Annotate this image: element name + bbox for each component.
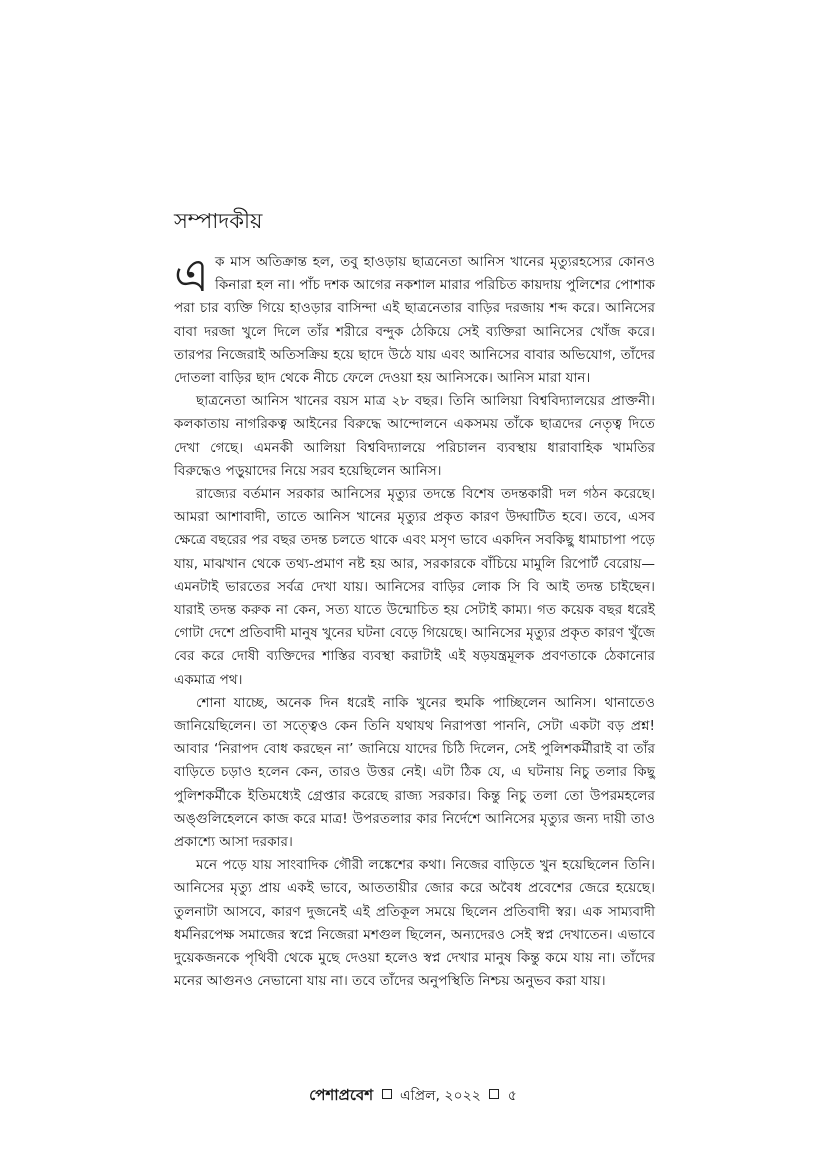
separator-box-icon	[489, 1089, 499, 1099]
section-heading: সম্পাদকীয়	[174, 209, 263, 233]
article-paragraph-4: শোনা যাচ্ছে, অনেক দিন ধরেই নাকি খুনের হুমকি পাচ্ছিলেন আনিস। থানাতেও জানিয়েছিলেন। তা সত্ত্বেও কেন তিনি যথাযথ নিরাপত্তা পাননি, সেটা একটা বড় প্রশ্ন! আবার ‘নিরাপদ বোধ করছেন না’ জানিয়ে যাদের চিঠি দিলেন, সেই পুলিশকর্মীরাই বা তাঁর বাড়িতে চড়াও হলেন কেন, তারও উত্তর নেই। এটা ঠিক যে, এ ঘটনায় নিচু তলার কিছু পুলিশকর্মীকে ইতিমধ্যেই গ্রেপ্তার করেছে রাজ্য সরকার। কিন্তু নিচু তলা তো উপরমহলের অঙ্গুলিহেলনে কাজ করে মাত্র! উপরতলার কার নির্দেশে আনিসের মৃত্যুর জন্য দায়ী তাও প্রকাশ্যে আসা দরকার।	[174, 694, 655, 851]
page-footer	[0, 1084, 826, 1107]
article-paragraph-2: ছাত্রনেতা আনিস খানের বয়স মাত্র ২৮ বছর। তিনি আলিয়া বিশ্ববিদ্যালয়ের প্রাক্তনী। কলকাতায় নাগরিকত্ব আইনের বিরুদ্ধে আন্দোলনে একসময় তাঁকে ছাত্রদের নেতৃত্ব দিতে দেখা গেছে। এমনকী আলিয়া বিশ্ববিদ্যালয়ে পরিচালন ব্যবস্থায় ধারাবাহিক খামতির বিরুদ্ধেও পড়ুয়াদের নিয়ে সরব হয়েছিলেন আনিস।	[174, 393, 655, 479]
page-number: ৫	[507, 1088, 517, 1104]
drop-cap: এ	[174, 248, 209, 302]
article-paragraph-5: মনে পড়ে যায় সাংবাদিক গৌরী লঙ্কেশের কথা। নিজের বাড়িতে খুন হয়েছিলেন তিনি। আনিসের মৃত্যু প্রায় একই ভাবে, আততায়ীর জোর করে অবৈধ প্রবেশের জেরে হয়েছে। তুলনাটা আসবে, কারণ দুজনেই এই প্রতিকূল সময়ে ছিলেন প্রতিবাদী স্বর। এক সাম্যবাদী ধর্মনিরপেক্ষ সমাজের স্বপ্নে নিজেরা মশগুল ছিলেন, অন্যদেরও সেই স্বপ্ন দেখাতেন। এভাবে দুয়েকজনকে পৃথিবী থেকে মুছে দেওয়া হলেও স্বপ্ন দেখার মানুষ কিন্তু কমে যায় না। তাঁদের মনের আগুনও নেভানো যায় না। তবে তাঁদের অনুপস্থিতি নিশ্চয় অনুভব করা যায়।	[174, 857, 655, 990]
article-paragraph-3: রাজ্যের বর্তমান সরকার আনিসের মৃত্যুর তদন্তে বিশেষ তদন্তকারী দল গঠন করেছে। আমরা আশাবাদী, তাতে আনিস খানের মৃত্যুর প্রকৃত কারণ উদ্ঘাটিত হবে। তবে, এসব ক্ষেত্রে বছরের পর বছর তদন্ত চলতে থাকে এবং মসৃণ ভাবে একদিন সবকিছু ধামাচাপা পড়ে যায়, মাঝখান থেকে তথ্য-প্রমাণ নষ্ট হয় আর, সরকারকে বাঁচিয়ে মামুলি রিপোর্ট বেরোয়— এমনটাই ভারতের সর্বত্র দেখা যায়। আনিসের বাড়ির লোক সি বি আই তদন্ত চাইছেন। যারাই তদন্ত করুক না কেন, সত্য যাতে উন্মোচিত হয় সেটাই কাম্য। গত কয়েক বছর ধরেই গোটা দেশে প্রতিবাদী মানুষ খুনের ঘটনা বেড়ে গিয়েছে। আনিসের মৃত্যুর প্রকৃত কারণ খুঁজে বের করে দোষী ব্যক্তিদের শাস্তির ব্যবস্থা করাটাই এই ষড়যন্ত্রমূলক প্রবণতাকে ঠেকানোর একমাত্র পথ।	[174, 486, 655, 688]
magazine-title: পেশাপ্রবেশ	[309, 1086, 374, 1104]
article-paragraph-1	[174, 248, 655, 390]
issue-date: এপ্রিল, ২০২২	[400, 1088, 481, 1104]
editorial-article	[174, 248, 655, 994]
separator-box-icon	[382, 1089, 392, 1099]
paragraph-1-text: ক মাস অতিক্রান্ত হল, তবু হাওড়ায় ছাত্রনেতা আনিস খানের মৃত্যুরহস্যের কোনও কিনারা হল না। পাঁচ দশক আগের নকশাল মারার পরিচিত কায়দায় পুলিশের পোশাক পরা চার ব্যক্তি গিয়ে হাওড়ার বাসিন্দা এই ছাত্রনেতার বাড়ির দরজায় শব্দ করে। আনিসের বাবা দরজা খুলে দিলে তাঁর শরীরে বন্দুক ঠেকিয়ে সেই ব্যক্তিরা আনিসের খোঁজ করে। তারপর নিজেরাই অতিসক্রিয় হয়ে ছাদে উঠে যায় এবং আনিসের বাবার অভিযোগ, তাঁদের দোতলা বাড়ির ছাদ থেকে নীচে ফেলে দেওয়া হয় আনিসকে। আনিস মারা যান।	[174, 254, 655, 387]
